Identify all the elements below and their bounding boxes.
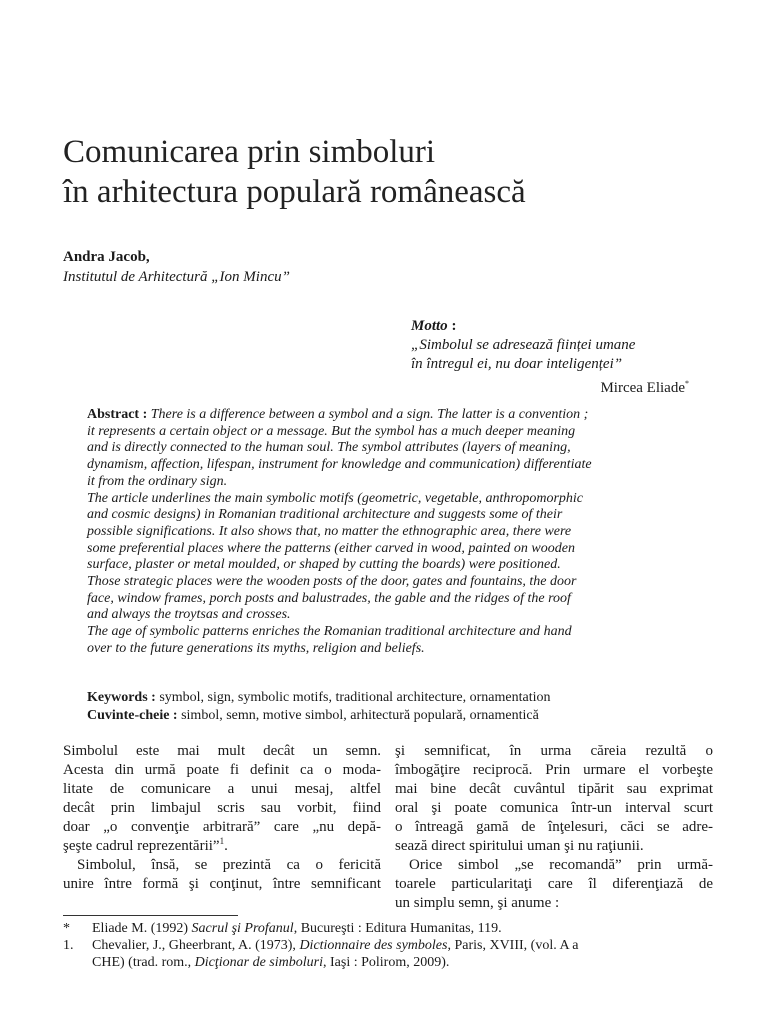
motto-label-colon: : [447, 318, 457, 334]
abstract-line-text: There is a difference between a symbol and a sign. The latter is a convention ; [150, 407, 589, 422]
footnote-mark: * [63, 921, 70, 936]
abstract-line: surface, plaster or metal moulded, or shaped by cutting the boards) were positioned. [87, 557, 561, 573]
body-column-right [395, 742, 713, 913]
footnote-ref-1: 1 [219, 836, 225, 846]
footnote-item [63, 937, 723, 971]
keywords-ro-line [87, 707, 707, 725]
body-line: sează direct spiritului uman şi nu raţiunii. [395, 838, 644, 854]
body-line: litate de comunicare a unui mesaj, altfel [63, 781, 381, 797]
footnote-text: Eliade M. (1992) [92, 921, 192, 936]
abstract-label: Abstract : [87, 407, 148, 422]
abstract-line: over to the future generations its myths, religion and beliefs. [87, 640, 425, 656]
author-block [63, 247, 290, 287]
title-line-2: în arhitectura populară românească [63, 174, 526, 210]
motto-label-line [411, 317, 689, 336]
abstract-line: and always the troytsas and crosses. [87, 607, 291, 623]
motto-label [411, 318, 456, 334]
body-line-text: şeşte cadrul reprezentării” [63, 838, 220, 854]
body-line: Simbolul este mai mult decât un semn. [63, 743, 381, 759]
body-line: doar „o convenţie arbitrară” care „nu depă- [63, 819, 381, 835]
keywords-ro-text: simbol, semn, motive simbol, arhitectură populară, ornamentică [177, 708, 539, 723]
author-institution: Institutul de Arhitectură „Ion Mincu” [63, 269, 290, 285]
footnote-title: Dictionnaire des symboles [299, 938, 448, 953]
body-line-text: Simbolul, însă, se prezintă ca o fericită [77, 857, 381, 873]
body-line: îmbogăţire reciprocă. Prin urmare el vorbeşte [395, 762, 713, 778]
body-line: unire între formă şi conţinut, între semnificant [63, 876, 381, 892]
body-column-left [63, 742, 381, 894]
footnote-separator [63, 915, 238, 916]
abstract-line: Those strategic places were the wooden posts of the door, gates and fountains, the door [87, 574, 577, 590]
keywords-ro-label: Cuvinte-cheie : [87, 708, 178, 723]
abstract-line [87, 407, 692, 424]
footnote-text: , Paris, XVIII, (vol. A a [447, 938, 579, 953]
footnote-title: Dicţionar de simboluri [194, 955, 323, 970]
footnote-text: Chevalier, J., Gheerbrant, A. (1973), [92, 938, 300, 953]
motto-label-text: Motto [411, 318, 448, 334]
motto-line-2: în întregul ei, nu doar inteligenței” [411, 356, 623, 372]
abstract-line: face, window frames, porch posts and balustrades, the gable and the ridges of the roof [87, 590, 571, 606]
motto-block [411, 317, 689, 398]
footnote-mark: 1. [63, 938, 74, 953]
body-line: mai bine decât cuvântul tipărit sau exprimat [395, 781, 713, 797]
body-line: un simplu semn, şi anume : [395, 895, 560, 911]
body-line: decât prin limbajul scris sau vorbit, fiind [63, 800, 381, 816]
footnote-line [92, 954, 723, 971]
body-line: Acesta din urmă poate fi definit ca o moda- [63, 762, 381, 778]
body-line [63, 856, 381, 875]
footnote-line [92, 937, 723, 954]
abstract-line: and is directly connected to the human soul. The symbol attributes (layers of meaning, [87, 440, 571, 456]
footnote-title: Sacrul şi Profanul [191, 921, 294, 936]
abstract-line: dynamism, affection, lifespan, instrument for knowledge and communication) differentiate [87, 457, 592, 473]
footnote-text: , Iaşi : Polirom, 2009). [323, 955, 450, 970]
keywords-label: Keywords : [87, 690, 156, 705]
motto-footnote-mark: * [685, 379, 689, 388]
body-line [395, 856, 713, 875]
body-line: toarele particularitaţi care îl diferenţiază de [395, 876, 713, 892]
keywords-block [87, 689, 707, 725]
footnote-item [63, 920, 723, 937]
abstract-line: The age of symbolic patterns enriches the Romanian traditional architecture and hand [87, 624, 572, 640]
keywords-text: symbol, sign, symbolic motifs, traditional architecture, ornamentation [155, 690, 551, 705]
motto-attribution-name: Mircea Eliade [600, 380, 685, 396]
body-line: o întreagă gamă de înţelesuri, căci se adre- [395, 819, 713, 835]
abstract-block [87, 407, 692, 658]
keywords-line [87, 689, 707, 707]
abstract-line: it from the ordinary sign. [87, 473, 228, 489]
footnote-text: , Bucureşti : Editura Humanitas, 119. [293, 921, 502, 936]
abstract-line: The article underlines the main symbolic motifs (geometric, vegetable, anthropomorphic [87, 490, 584, 506]
footnotes-block [63, 920, 723, 971]
page-title [63, 132, 723, 212]
abstract-line: and cosmic designs) in Romanian traditional architecture and suggests some of their [87, 507, 563, 523]
abstract-line: some preferential places where the patterns (either carved in wood, painted on wooden [87, 540, 575, 556]
author-name: Andra Jacob, [63, 249, 150, 265]
footnote-line [92, 920, 723, 937]
body-line: oral şi poate comunica într-un interval scurt [395, 800, 713, 816]
title-line-1: Comunicarea prin simboluri [63, 134, 436, 170]
body-line: şi semnificat, în urma căreia rezultă o [395, 743, 713, 759]
body-line-text: Orice simbol „se recomandă” prin urmă- [409, 857, 713, 873]
footnote-text: CHE) (trad. rom., [92, 955, 195, 970]
motto-line-1: „Simbolul se adresează ființei umane [411, 337, 636, 353]
motto-attribution [411, 374, 689, 398]
abstract-line: it represents a certain object or a message. But the symbol has a much deeper meaning [87, 423, 576, 439]
body-line: şeşte cadrul reprezentării”$^1$. [63, 836, 228, 854]
abstract-line: possible significations. It also shows that, no matter the ethnographic area, there were [87, 523, 572, 539]
